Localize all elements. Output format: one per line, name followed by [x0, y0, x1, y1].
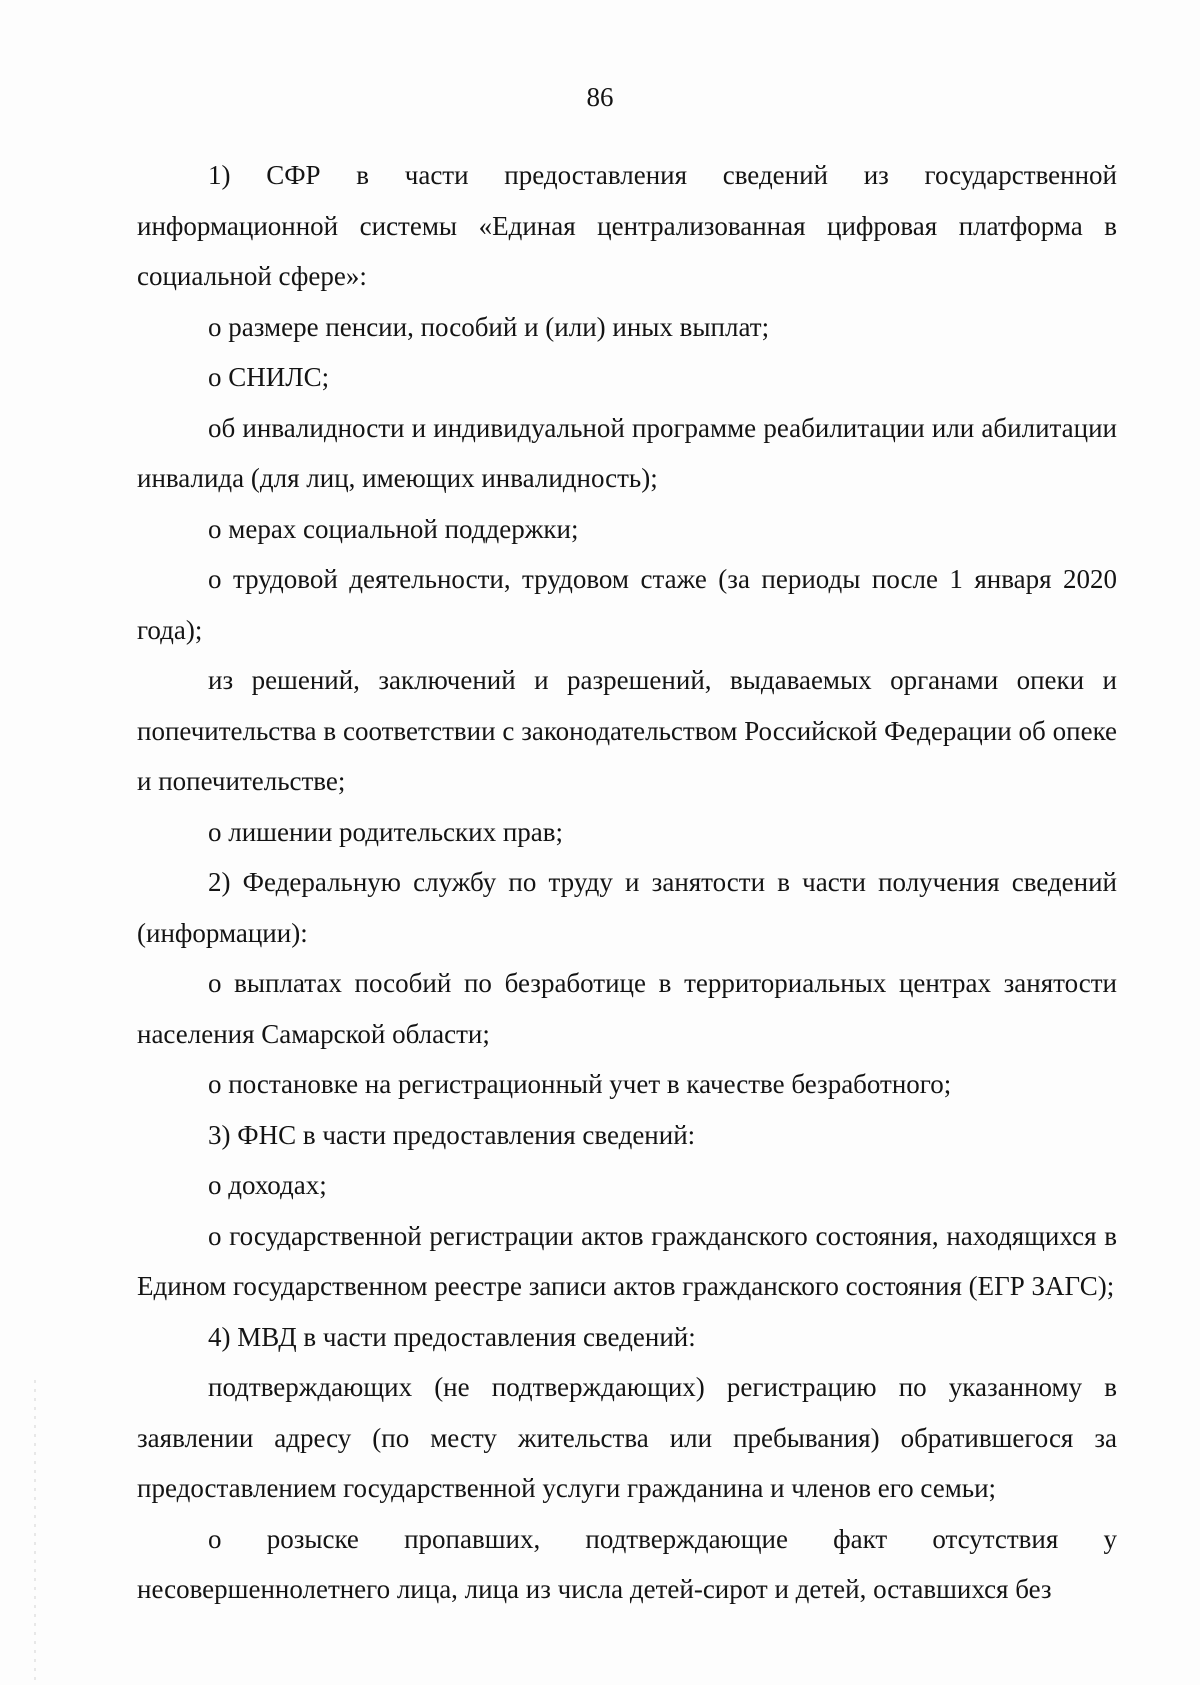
- paragraph: о мерах социальной поддержки;: [208, 513, 579, 544]
- paragraph: о размере пенсии, пособий и (или) иных выплат;: [208, 311, 770, 342]
- paragraph: из решений, заключений и разрешений, выдаваемых органами опеки и попечительства в соответствии с законодательством Российской Федерации об опеке и попечительстве;: [137, 665, 1117, 796]
- paragraph: о доходах;: [208, 1170, 327, 1200]
- paragraph: подтверждающих (не подтверждающих) регистрацию по указанному в заявлении адресу (по месту жительства или пребывания) обратившегося за предоставлением государственной услуги гражданина и членов его семьи;: [137, 1372, 1117, 1503]
- paragraph: о постановке на регистрационный учет в качестве безработного;: [208, 1069, 952, 1099]
- scan-edge-artifact: [34, 1380, 36, 1680]
- paragraph: о СНИЛС;: [208, 362, 330, 392]
- paragraph: 3) ФНС в части предоставления сведений:: [208, 1119, 696, 1150]
- paragraph: 4) МВД в части предоставления сведений:: [208, 1321, 696, 1352]
- document-body: [137, 150, 1117, 1615]
- paragraph: о государственной регистрации актов гражданского состояния, находящихся в Едином государственном реестре записи актов гражданского состояния (ЕГР ЗАГС);: [137, 1220, 1117, 1301]
- paragraph: 2) Федеральную службу по труду и занятости в части получения сведений (информации):: [137, 867, 1117, 948]
- page-number: 86: [586, 82, 614, 112]
- paragraph: о трудовой деятельности, трудовом стаже (за периоды после 1 января 2020 года);: [137, 564, 1117, 645]
- paragraph: о выплатах пособий по безработице в территориальных центрах занятости населения Самарской области;: [137, 968, 1117, 1049]
- paragraph: о лишении родительских прав;: [208, 816, 564, 847]
- paragraph: о розыске пропавших, подтверждающие факт отсутствия у несовершеннолетнего лица, лица из числа детей-сирот и детей, оставшихся без: [137, 1523, 1117, 1604]
- paragraph: 1) СФР в части предоставления сведений из государственной информационной системы «Единая централизованная цифровая платформа в социальной сфере»:: [137, 160, 1117, 291]
- paragraph: об инвалидности и индивидуальной программе реабилитации или абилитации инвалида (для лиц, имеющих инвалидность);: [137, 412, 1117, 493]
